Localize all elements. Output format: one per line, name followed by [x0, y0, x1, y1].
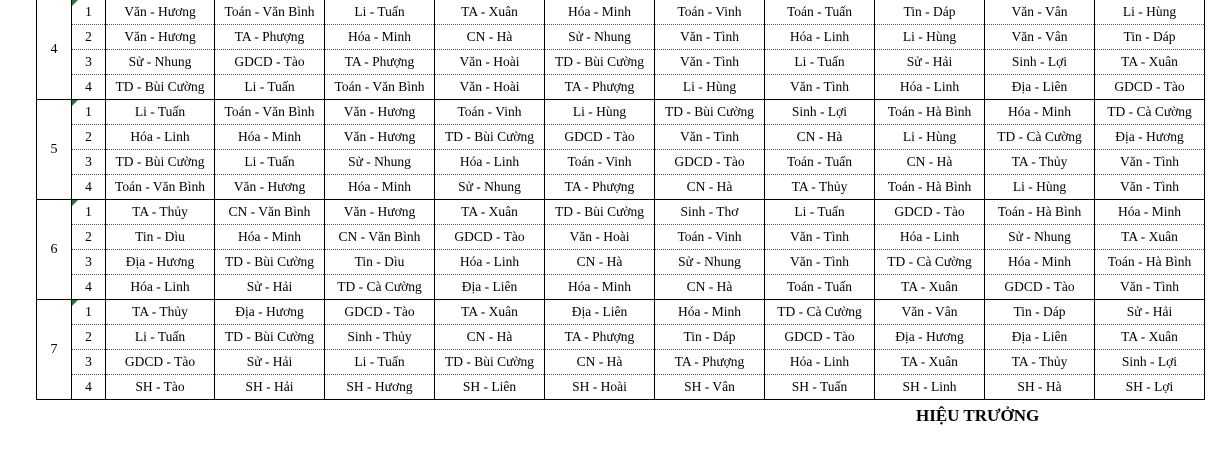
lesson-cell: Hóa - Linh — [435, 150, 545, 175]
lesson-cell: Hóa - Minh — [1095, 200, 1205, 225]
lesson-cell: TA - Thủy — [985, 350, 1095, 375]
lesson-cell: Sử - Nhung — [325, 150, 435, 175]
lesson-cell: Toán - Vinh — [435, 100, 545, 125]
table-row — [37, 200, 1205, 225]
lesson-cell: CN - Hà — [765, 125, 875, 150]
lesson-cell: CN - Văn Bình — [215, 200, 325, 225]
lesson-cell: Tin - Dáp — [655, 325, 765, 350]
lesson-cell: Hóa - Minh — [215, 125, 325, 150]
lesson-cell: CN - Hà — [435, 25, 545, 50]
table-row — [37, 50, 1205, 75]
lesson-cell: TD - Bùi Cường — [435, 350, 545, 375]
lesson-cell: Hóa - Minh — [985, 100, 1095, 125]
lesson-cell: Hóa - Linh — [875, 225, 985, 250]
lesson-cell: SH - Hương — [325, 375, 435, 400]
lesson-cell: Văn - Tình — [655, 25, 765, 50]
lesson-cell: TA - Xuân — [1095, 225, 1205, 250]
lesson-cell: Văn - Hương — [325, 125, 435, 150]
lesson-cell: Hóa - Minh — [985, 250, 1095, 275]
lesson-cell: TD - Cà Cường — [325, 275, 435, 300]
lesson-cell: Hóa - Minh — [545, 275, 655, 300]
lesson-cell: SH - Tào — [106, 375, 215, 400]
lesson-cell: Văn - Hương — [106, 0, 215, 25]
lesson-cell: Toán - Hà Bình — [985, 200, 1095, 225]
lesson-cell: Tin - Dìu — [325, 250, 435, 275]
lesson-cell: Hóa - Linh — [765, 350, 875, 375]
lesson-cell: Li - Tuấn — [106, 325, 215, 350]
lesson-cell: TA - Thủy — [985, 150, 1095, 175]
lesson-cell: Toán - Vinh — [655, 225, 765, 250]
lesson-cell: Sử - Nhung — [435, 175, 545, 200]
lesson-cell: Toán - Vinh — [655, 0, 765, 25]
period-number: 1 — [72, 0, 106, 25]
table-row — [37, 100, 1205, 125]
lesson-cell: GDCD - Tào — [655, 150, 765, 175]
day-label: 5 — [37, 100, 72, 200]
lesson-cell: Hóa - Linh — [765, 25, 875, 50]
lesson-cell: Địa - Hương — [106, 250, 215, 275]
lesson-cell: Văn - Tình — [765, 250, 875, 275]
lesson-cell: GDCD - Tào — [545, 125, 655, 150]
lesson-cell: Hóa - Minh — [215, 225, 325, 250]
lesson-cell: SH - Lợi — [1095, 375, 1205, 400]
lesson-cell: Văn - Tình — [765, 225, 875, 250]
lesson-cell: Sử - Hải — [215, 350, 325, 375]
lesson-cell: Toán - Hà Bình — [875, 175, 985, 200]
period-number: 3 — [72, 350, 106, 375]
lesson-cell: Văn - Tình — [1095, 175, 1205, 200]
lesson-cell: Tin - Dìu — [106, 225, 215, 250]
table-row — [37, 25, 1205, 50]
lesson-cell: GDCD - Tào — [435, 225, 545, 250]
table-row — [37, 375, 1205, 400]
lesson-cell: TA - Thủy — [106, 200, 215, 225]
lesson-cell: TA - Phượng — [655, 350, 765, 375]
lesson-cell: TD - Bùi Cường — [106, 150, 215, 175]
lesson-cell: Li - Tuấn — [765, 50, 875, 75]
day-label: 6 — [37, 200, 72, 300]
lesson-cell: TA - Phượng — [545, 325, 655, 350]
lesson-cell: TA - Phượng — [325, 50, 435, 75]
lesson-cell: Sinh - Thơ — [655, 200, 765, 225]
lesson-cell: GDCD - Tào — [1095, 75, 1205, 100]
lesson-cell: Sử - Nhung — [545, 25, 655, 50]
table-row — [37, 325, 1205, 350]
lesson-cell: Toán - Tuấn — [765, 0, 875, 25]
lesson-cell: Li - Hùng — [1095, 0, 1205, 25]
lesson-cell: SH - Hà — [985, 375, 1095, 400]
lesson-cell: TD - Bùi Cường — [655, 100, 765, 125]
lesson-cell: Địa - Hương — [1095, 125, 1205, 150]
lesson-cell: TD - Bùi Cường — [215, 250, 325, 275]
lesson-cell: Hóa - Minh — [655, 300, 765, 325]
lesson-cell: GDCD - Tào — [215, 50, 325, 75]
lesson-cell: Hóa - Minh — [325, 25, 435, 50]
period-number: 2 — [72, 225, 106, 250]
lesson-cell: SH - Hải — [215, 375, 325, 400]
lesson-cell: Văn - Vân — [875, 300, 985, 325]
lesson-cell: TD - Cà Cường — [765, 300, 875, 325]
lesson-cell: CN - Hà — [545, 350, 655, 375]
lesson-cell: Văn - Tình — [765, 75, 875, 100]
lesson-cell: Văn - Hoài — [545, 225, 655, 250]
lesson-cell: Li - Tuấn — [106, 100, 215, 125]
lesson-cell: Li - Hùng — [655, 75, 765, 100]
lesson-cell: Toán - Hà Bình — [875, 100, 985, 125]
lesson-cell: CN - Văn Bình — [325, 225, 435, 250]
lesson-cell: Toán - Hà Bình — [1095, 250, 1205, 275]
lesson-cell: Hóa - Linh — [435, 250, 545, 275]
period-number: 4 — [72, 175, 106, 200]
lesson-cell: Địa - Liên — [545, 300, 655, 325]
day-label: 4 — [37, 0, 72, 100]
lesson-cell: Toán - Văn Bình — [215, 0, 325, 25]
lesson-cell: TA - Xuân — [875, 350, 985, 375]
lesson-cell: Văn - Hương — [106, 25, 215, 50]
lesson-cell: SH - Vân — [655, 375, 765, 400]
lesson-cell: GDCD - Tào — [106, 350, 215, 375]
period-number: 3 — [72, 250, 106, 275]
lesson-cell: Sử - Hải — [875, 50, 985, 75]
table-row — [37, 275, 1205, 300]
lesson-cell: Địa - Hương — [875, 325, 985, 350]
lesson-cell: Sinh - Lợi — [985, 50, 1095, 75]
table-row — [37, 250, 1205, 275]
table-row — [37, 150, 1205, 175]
lesson-cell: TA - Xuân — [435, 300, 545, 325]
lesson-cell: TA - Xuân — [435, 0, 545, 25]
table-row — [37, 75, 1205, 100]
lesson-cell: Li - Hùng — [545, 100, 655, 125]
lesson-cell: Hóa - Minh — [325, 175, 435, 200]
lesson-cell: Sử - Nhung — [106, 50, 215, 75]
period-number: 1 — [72, 100, 106, 125]
lesson-cell: SH - Linh — [875, 375, 985, 400]
lesson-cell: Li - Hùng — [985, 175, 1095, 200]
period-number: 4 — [72, 275, 106, 300]
period-number: 2 — [72, 325, 106, 350]
lesson-cell: TD - Bùi Cường — [435, 125, 545, 150]
lesson-cell: TA - Thủy — [106, 300, 215, 325]
timetable-body — [37, 0, 1205, 400]
lesson-cell: Văn - Tình — [655, 125, 765, 150]
lesson-cell: Li - Tuấn — [325, 0, 435, 25]
lesson-cell: Sinh - Lợi — [765, 100, 875, 125]
lesson-cell: SH - Hoài — [545, 375, 655, 400]
lesson-cell: Tin - Dáp — [1095, 25, 1205, 50]
lesson-cell: CN - Hà — [875, 150, 985, 175]
lesson-cell: Văn - Hương — [325, 100, 435, 125]
lesson-cell: TA - Xuân — [875, 275, 985, 300]
lesson-cell: Li - Tuấn — [215, 150, 325, 175]
lesson-cell: Li - Hùng — [875, 25, 985, 50]
period-number: 1 — [72, 200, 106, 225]
lesson-cell: Sử - Hải — [215, 275, 325, 300]
period-number: 3 — [72, 150, 106, 175]
lesson-cell: Sử - Nhung — [655, 250, 765, 275]
period-number: 2 — [72, 125, 106, 150]
lesson-cell: Văn - Tình — [655, 50, 765, 75]
lesson-cell: GDCD - Tào — [875, 200, 985, 225]
principal-signature-title: HIỆU TRƯỞNG — [916, 406, 1040, 425]
lesson-cell: Địa - Liên — [985, 325, 1095, 350]
lesson-cell: Toán - Vinh — [545, 150, 655, 175]
lesson-cell: Li - Tuấn — [325, 350, 435, 375]
lesson-cell: CN - Hà — [655, 275, 765, 300]
lesson-cell: GDCD - Tào — [325, 300, 435, 325]
lesson-cell: Địa - Liên — [985, 75, 1095, 100]
lesson-cell: CN - Hà — [435, 325, 545, 350]
lesson-cell: Hóa - Linh — [106, 125, 215, 150]
period-number: 4 — [72, 375, 106, 400]
period-number: 2 — [72, 25, 106, 50]
lesson-cell: TD - Cà Cường — [875, 250, 985, 275]
lesson-cell: Văn - Hoài — [435, 75, 545, 100]
lesson-cell: Toán - Tuấn — [765, 275, 875, 300]
lesson-cell: CN - Hà — [545, 250, 655, 275]
lesson-cell: GDCD - Tào — [985, 275, 1095, 300]
lesson-cell: TA - Phượng — [545, 75, 655, 100]
lesson-cell: TD - Bùi Cường — [215, 325, 325, 350]
lesson-cell: Sinh - Thủy — [325, 325, 435, 350]
lesson-cell: Địa - Liên — [435, 275, 545, 300]
table-row — [37, 0, 1205, 25]
period-number: 4 — [72, 75, 106, 100]
table-row — [37, 175, 1205, 200]
lesson-cell: Văn - Tình — [1095, 275, 1205, 300]
lesson-cell: Tin - Dáp — [875, 0, 985, 25]
lesson-cell: Văn - Hoài — [435, 50, 545, 75]
lesson-cell: Li - Tuấn — [765, 200, 875, 225]
lesson-cell: TD - Cà Cường — [985, 125, 1095, 150]
lesson-cell: Toán - Văn Bình — [106, 175, 215, 200]
lesson-cell: Toán - Văn Bình — [215, 100, 325, 125]
lesson-cell: Li - Tuấn — [215, 75, 325, 100]
period-number: 3 — [72, 50, 106, 75]
lesson-cell: TA - Phượng — [215, 25, 325, 50]
lesson-cell: GDCD - Tào — [765, 325, 875, 350]
lesson-cell: Toán - Văn Bình — [325, 75, 435, 100]
lesson-cell: Văn - Vân — [985, 25, 1095, 50]
lesson-cell: Hóa - Linh — [106, 275, 215, 300]
lesson-cell: Văn - Hương — [215, 175, 325, 200]
lesson-cell: Hóa - Linh — [875, 75, 985, 100]
lesson-cell: Sử - Hải — [1095, 300, 1205, 325]
lesson-cell: Tin - Dáp — [985, 300, 1095, 325]
lesson-cell: TA - Phượng — [545, 175, 655, 200]
table-row — [37, 125, 1205, 150]
lesson-cell: TA - Xuân — [1095, 50, 1205, 75]
lesson-cell: Sử - Nhung — [985, 225, 1095, 250]
lesson-cell: Văn - Vân — [985, 0, 1095, 25]
lesson-cell: Văn - Hương — [325, 200, 435, 225]
lesson-cell: Hóa - Minh — [545, 0, 655, 25]
lesson-cell: TA - Xuân — [435, 200, 545, 225]
period-number: 1 — [72, 300, 106, 325]
day-label: 7 — [37, 300, 72, 400]
lesson-cell: SH - Liên — [435, 375, 545, 400]
table-row — [37, 300, 1205, 325]
lesson-cell: TD - Cà Cường — [1095, 100, 1205, 125]
lesson-cell: TD - Bùi Cường — [545, 50, 655, 75]
lesson-cell: SH - Tuấn — [765, 375, 875, 400]
lesson-cell: TD - Bùi Cường — [545, 200, 655, 225]
table-row — [37, 350, 1205, 375]
lesson-cell: Li - Hùng — [875, 125, 985, 150]
lesson-cell: Văn - Tình — [1095, 150, 1205, 175]
lesson-cell: CN - Hà — [655, 175, 765, 200]
lesson-cell: Sinh - Lợi — [1095, 350, 1205, 375]
lesson-cell: TA - Thủy — [765, 175, 875, 200]
table-row — [37, 225, 1205, 250]
lesson-cell: TA - Xuân — [1095, 325, 1205, 350]
timetable — [36, 0, 1205, 400]
lesson-cell: Địa - Hương — [215, 300, 325, 325]
lesson-cell: Toán - Tuấn — [765, 150, 875, 175]
lesson-cell: TD - Bùi Cường — [106, 75, 215, 100]
